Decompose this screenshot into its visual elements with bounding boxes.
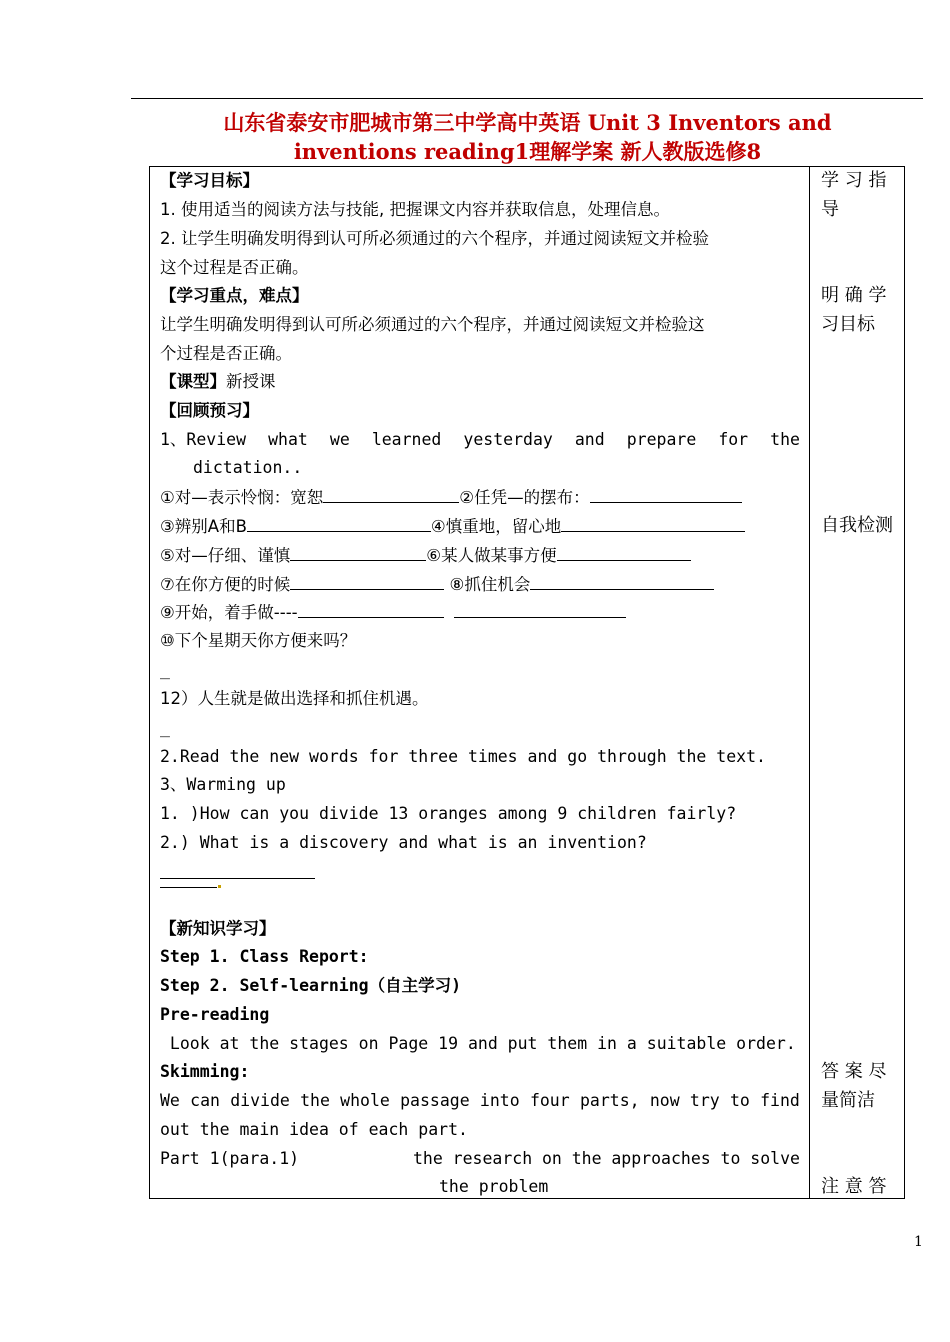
answer-blank[interactable] [290, 574, 444, 590]
answer-blank[interactable] [454, 602, 626, 618]
skimming-word: divide [230, 1091, 290, 1110]
review-1-word: for [718, 430, 749, 449]
part-1-word: research [452, 1149, 533, 1168]
cursor-mark [218, 885, 221, 888]
answer-blank[interactable] [290, 545, 426, 561]
item-8: ⑧抓住机会 [449, 575, 531, 594]
answer-blank[interactable] [530, 574, 714, 590]
part-1-word: to [720, 1149, 741, 1168]
question-1: 1. )How can you divide 13 oranges among 9 children fairly? [160, 804, 737, 823]
item-12-dash: _ [160, 718, 170, 737]
skimming-word: try [689, 1091, 720, 1110]
side-clear-goal-a: 明 确 学 [821, 285, 887, 306]
skimming-word: parts, [579, 1091, 640, 1110]
skimming-word: We [160, 1091, 180, 1110]
question-2: 2.) What is a discovery and what is an invention? [160, 833, 647, 852]
side-concise-a: 答 案 尽 [821, 1061, 887, 1082]
item-row-5 [160, 602, 626, 623]
answer-blank[interactable] [247, 516, 431, 532]
goal-1: 1. 使用适当的阅读方法与技能, 把握课文内容并获取信息，处理信息。 [160, 200, 670, 219]
part-1-cont: the problem [439, 1177, 549, 1196]
goal-2a: 2. 让学生明确发明得到认可所必须通过的六个程序，并通过阅读短文并检验 [160, 229, 709, 248]
skimming-line-b: out the main idea of each part. [160, 1120, 468, 1139]
side-concise-b: 量简洁 [821, 1090, 875, 1111]
page-number: 1 [914, 1234, 923, 1250]
step-2: Step 2. Self-learning（自主学习) [160, 976, 462, 995]
skimming-word: passage [400, 1091, 470, 1110]
skimming-word: into [479, 1091, 520, 1110]
pre-reading-text: Look at the stages on Page 19 and put them in a suitable order. [160, 1034, 796, 1053]
pre-reading-heading: Pre-reading [160, 1005, 270, 1024]
review-1-word: 1、Review [160, 430, 247, 449]
item-12: 12）人生就是做出选择和抓住机遇。 [160, 689, 429, 708]
part-1-word: the [413, 1149, 443, 1168]
item-3: ③辨别A和B [160, 517, 247, 536]
column-divider [809, 166, 810, 1199]
review-1-word: yesterday [463, 430, 553, 449]
review-1-cont: dictation.. [193, 458, 303, 477]
part-1-word: on [541, 1149, 562, 1168]
header-rule [131, 98, 923, 99]
item-row-1 [160, 487, 742, 508]
item-row-3 [160, 545, 691, 566]
item-1: ①对—表示怜悯：宽恕 [160, 488, 324, 507]
answer-line[interactable] [160, 878, 315, 879]
review-1-line [160, 430, 800, 450]
part-1-word: the [571, 1149, 602, 1168]
review-1-word: prepare [626, 430, 697, 449]
item-row-4 [160, 574, 714, 595]
key-text-a: 让学生明确发明得到认可所必须通过的六个程序，并通过阅读短文并检验这 [160, 315, 705, 334]
skimming-word: the [300, 1091, 330, 1110]
skimming-word: four [529, 1091, 570, 1110]
review-1-word: what [268, 430, 308, 449]
skimming-word: to [729, 1091, 750, 1110]
item-2: ②任凭—的摆布： [459, 488, 590, 507]
item-row-2 [160, 516, 745, 537]
answer-line[interactable] [160, 887, 217, 888]
skimming-line-a [160, 1091, 800, 1111]
new-knowledge-heading: 【新知识学习】 [160, 919, 276, 938]
review-1-word: the [770, 430, 800, 449]
answer-blank[interactable] [557, 545, 691, 561]
warming-up: 3、Warming up [160, 775, 286, 794]
item-5: ⑤对—仔细、谨慎 [160, 546, 291, 565]
item-4: ④慎重地，留心地 [430, 517, 562, 536]
answer-blank[interactable] [323, 487, 459, 503]
key-text-b: 个过程是否正确。 [160, 344, 292, 363]
goal-2b: 这个过程是否正确。 [160, 258, 309, 277]
review-1-word: learned [371, 430, 442, 449]
side-guide-b: 导 [821, 199, 839, 220]
read-words: 2.Read the new words for three times and go through the text. [160, 747, 766, 766]
side-guide-a: 学 习 指 [821, 170, 887, 191]
answer-blank[interactable] [590, 487, 742, 503]
skimming-word: can [190, 1091, 220, 1110]
part-1-word: approaches [611, 1149, 711, 1168]
lesson-type [160, 372, 276, 392]
item-10: ⑩下个星期天你方便来吗？ [160, 631, 357, 650]
item-10-dash: _ [160, 660, 170, 679]
step-1: Step 1. Class Report: [160, 947, 369, 966]
type-heading: 【课型】 [160, 372, 226, 391]
answer-blank[interactable] [298, 602, 444, 618]
document-title-line-1: 山东省泰安市肥城市第三中学高中英语 Unit 3 Inventors and [223, 110, 832, 135]
part-1-label: Part 1(para.1) [160, 1149, 300, 1168]
skimming-word: find [760, 1091, 800, 1110]
key-heading: 【学习重点，难点】 [160, 286, 309, 305]
review-1-word: and [574, 430, 605, 449]
type-value: 新授课 [226, 372, 276, 391]
item-6: ⑥某人做某事方便 [426, 546, 557, 565]
review-1-word: we [329, 430, 350, 449]
review-heading: 【回顾预习】 [160, 401, 259, 420]
part-1-word: solve [750, 1149, 800, 1168]
side-self-check: 自我检测 [821, 515, 893, 536]
skimming-word: now [649, 1091, 680, 1110]
side-attention: 注 意 答 [821, 1176, 887, 1197]
skimming-word: whole [340, 1091, 390, 1110]
answer-blank[interactable] [561, 516, 745, 532]
item-9: ⑨开始，着手做---- [160, 603, 298, 622]
goal-heading: 【学习目标】 [160, 171, 259, 190]
part-1-idea [413, 1149, 800, 1169]
skimming-heading: Skimming: [160, 1062, 250, 1081]
item-7: ⑦在你方便的时候 [160, 575, 291, 594]
side-clear-goal-b: 习目标 [821, 314, 875, 335]
document-title-line-2: inventions reading1理解学案 新人教版选修8 [293, 139, 762, 164]
